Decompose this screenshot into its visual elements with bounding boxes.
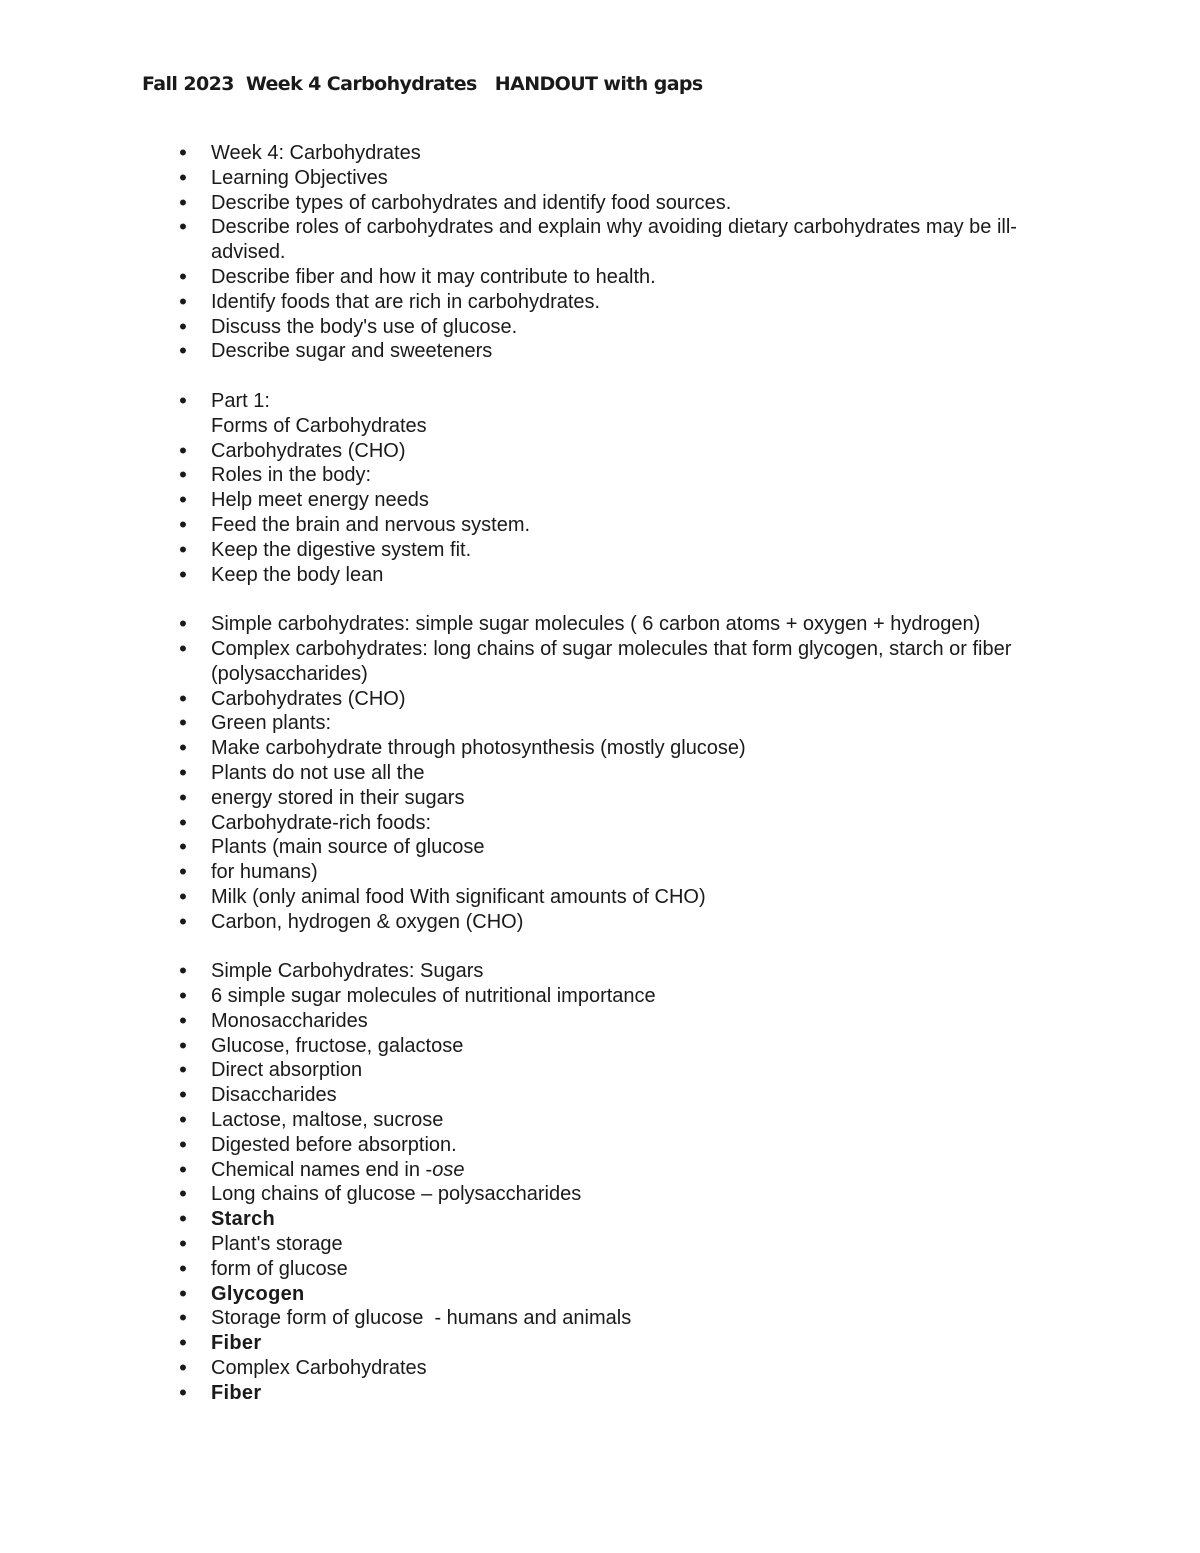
list-item-text bbox=[211, 860, 1060, 885]
list-item bbox=[0, 984, 1200, 1009]
bullet-icon: • bbox=[179, 635, 187, 661]
list-item bbox=[0, 860, 1200, 885]
list-item bbox=[0, 463, 1200, 488]
bullet-list bbox=[0, 141, 1200, 1406]
list-item-label: Describe roles of carbohydrates and explain why avoiding dietary carbohydrates may be ill-advised. bbox=[211, 216, 1017, 264]
list-item-label: Monosaccharides bbox=[211, 1009, 368, 1032]
list-item-label: Long chains of glucose – polysaccharides bbox=[211, 1183, 582, 1206]
list-item-label: Keep the body lean bbox=[211, 563, 384, 586]
list-item-label: Plant's storage bbox=[211, 1233, 343, 1256]
list-item-italic-suffix: ose bbox=[432, 1158, 465, 1181]
list-item bbox=[0, 563, 1200, 588]
list-item-label: Carbohydrates (CHO) bbox=[211, 687, 406, 710]
bullet-icon: • bbox=[179, 511, 187, 537]
list-item-label: Roles in the body: bbox=[211, 464, 372, 487]
bullet-icon: • bbox=[179, 338, 187, 364]
bullet-icon: • bbox=[179, 1032, 187, 1058]
list-item-text bbox=[211, 1108, 1060, 1133]
list-item-text bbox=[211, 736, 1060, 761]
list-item-text bbox=[211, 290, 1060, 315]
list-item bbox=[0, 215, 1200, 265]
list-item bbox=[0, 711, 1200, 736]
list-item bbox=[0, 1182, 1200, 1207]
bullet-icon: • bbox=[179, 487, 187, 513]
list-item-label: Plants (main source of glucose bbox=[211, 836, 485, 859]
bullet-icon: • bbox=[179, 809, 187, 835]
section-gap bbox=[0, 587, 1200, 612]
list-item-text bbox=[211, 1282, 1060, 1307]
list-item-text bbox=[211, 885, 1060, 910]
list-item-text bbox=[211, 835, 1060, 860]
list-item-text bbox=[211, 265, 1060, 290]
bullet-icon: • bbox=[179, 834, 187, 860]
list-item-text bbox=[211, 1331, 1060, 1356]
list-item-label: Describe types of carbohydrates and identify food sources. bbox=[211, 191, 732, 214]
list-item-text bbox=[211, 1034, 1060, 1059]
list-item-text bbox=[211, 141, 1060, 166]
list-item-label: Fiber bbox=[211, 1381, 262, 1404]
list-item-text bbox=[211, 687, 1060, 712]
list-item bbox=[0, 811, 1200, 836]
list-item bbox=[0, 835, 1200, 860]
list-item bbox=[0, 538, 1200, 563]
bullet-icon: • bbox=[179, 1131, 187, 1157]
bullet-icon: • bbox=[179, 561, 187, 587]
list-item-text bbox=[211, 761, 1060, 786]
list-item-label: Carbohydrates (CHO) bbox=[211, 439, 406, 462]
list-item-text bbox=[211, 1133, 1060, 1158]
list-item-label: 6 simple sugar molecules of nutritional importance bbox=[211, 985, 656, 1008]
list-item-label: Simple carbohydrates: simple sugar molecules ( 6 carbon atoms + oxygen + hydrogen) bbox=[211, 613, 981, 636]
list-item-label: Carbon, hydrogen & oxygen (CHO) bbox=[211, 910, 524, 933]
bullet-icon: • bbox=[179, 1007, 187, 1033]
list-item bbox=[0, 290, 1200, 315]
bullet-icon: • bbox=[179, 164, 187, 190]
list-item-label: Glucose, fructose, galactose bbox=[211, 1034, 464, 1057]
bullet-icon: • bbox=[179, 189, 187, 215]
list-item bbox=[0, 141, 1200, 166]
bullet-icon: • bbox=[179, 214, 187, 240]
list-item-text bbox=[211, 166, 1060, 191]
bullet-icon: • bbox=[179, 313, 187, 339]
list-item bbox=[0, 1058, 1200, 1083]
bullet-icon: • bbox=[179, 288, 187, 314]
bullet-icon: • bbox=[179, 437, 187, 463]
list-item bbox=[0, 1306, 1200, 1331]
list-item-label: Describe fiber and how it may contribute to health. bbox=[211, 265, 656, 288]
list-item bbox=[0, 687, 1200, 712]
bullet-icon: • bbox=[179, 883, 187, 909]
list-item-label: Chemical names end in - bbox=[211, 1158, 433, 1181]
list-item bbox=[0, 1108, 1200, 1133]
list-item-label: Glycogen bbox=[211, 1282, 305, 1305]
bullet-icon: • bbox=[179, 1305, 187, 1331]
list-item-label: Discuss the body's use of glucose. bbox=[211, 315, 518, 338]
bullet-icon: • bbox=[179, 462, 187, 488]
list-item-label: Keep the digestive system fit. bbox=[211, 538, 472, 561]
list-item bbox=[0, 191, 1200, 216]
list-item-text bbox=[211, 1306, 1060, 1331]
list-item-label: form of glucose bbox=[211, 1257, 348, 1280]
list-item-label: Forms of Carbohydrates bbox=[211, 414, 427, 437]
list-item-text bbox=[211, 191, 1060, 216]
bullet-icon: • bbox=[179, 1330, 187, 1356]
list-item-label: Learning Objectives bbox=[211, 166, 388, 189]
list-item-text bbox=[211, 1058, 1060, 1083]
list-item-label: for humans) bbox=[211, 861, 318, 884]
list-item-label: Simple Carbohydrates: Sugars bbox=[211, 960, 484, 983]
list-item-label: Direct absorption bbox=[211, 1059, 363, 1082]
list-item-label: Fiber bbox=[211, 1332, 262, 1355]
list-item bbox=[0, 1257, 1200, 1282]
list-item-text bbox=[211, 1009, 1060, 1034]
bullet-icon: • bbox=[179, 1107, 187, 1133]
list-item bbox=[0, 885, 1200, 910]
list-item bbox=[0, 1381, 1200, 1406]
list-item-text bbox=[211, 1257, 1060, 1282]
list-item bbox=[0, 1232, 1200, 1257]
list-item bbox=[0, 1356, 1200, 1381]
list-item bbox=[0, 736, 1200, 761]
bullet-icon: • bbox=[179, 1057, 187, 1083]
list-item bbox=[0, 414, 1200, 439]
list-item-label: Carbohydrate-rich foods: bbox=[211, 811, 432, 834]
list-item-label: Starch bbox=[211, 1208, 276, 1231]
list-item bbox=[0, 389, 1200, 414]
list-item-label: Storage form of glucose - humans and animals bbox=[211, 1307, 632, 1330]
bullet-icon: • bbox=[179, 1082, 187, 1108]
list-item-text bbox=[211, 811, 1060, 836]
list-item-text bbox=[211, 612, 1060, 637]
bullet-icon: • bbox=[179, 1255, 187, 1281]
list-item-text bbox=[211, 959, 1060, 984]
list-item-text bbox=[211, 1207, 1060, 1232]
list-item bbox=[0, 315, 1200, 340]
list-item-text bbox=[211, 637, 1060, 687]
bullet-icon: • bbox=[179, 140, 187, 165]
list-item bbox=[0, 488, 1200, 513]
list-item bbox=[0, 637, 1200, 687]
bullet-icon: • bbox=[179, 908, 187, 934]
bullet-icon: • bbox=[179, 958, 187, 984]
list-item-label: Part 1: bbox=[211, 389, 270, 412]
bullet-icon: • bbox=[179, 387, 187, 413]
list-item-label: Make carbohydrate through photosynthesis (mostly glucose) bbox=[211, 737, 746, 760]
list-item-text bbox=[211, 315, 1060, 340]
list-item-text bbox=[211, 711, 1060, 736]
list-item-text bbox=[211, 215, 1060, 265]
list-item bbox=[0, 439, 1200, 464]
list-item-text bbox=[211, 1158, 1060, 1183]
list-item-text bbox=[211, 1083, 1060, 1108]
list-item-text bbox=[211, 538, 1060, 563]
list-item-label: Milk (only animal food With significant amounts of CHO) bbox=[211, 885, 706, 908]
bullet-icon: • bbox=[179, 1379, 187, 1405]
list-item bbox=[0, 1331, 1200, 1356]
list-item bbox=[0, 1282, 1200, 1307]
list-item bbox=[0, 166, 1200, 191]
list-item-label: Help meet energy needs bbox=[211, 489, 429, 512]
bullet-icon: • bbox=[179, 263, 187, 289]
list-item-label: Complex Carbohydrates bbox=[211, 1357, 427, 1380]
bullet-icon: • bbox=[179, 1156, 187, 1182]
list-item bbox=[0, 1034, 1200, 1059]
bullet-icon: • bbox=[179, 983, 187, 1009]
list-item-text bbox=[211, 1381, 1060, 1406]
document-title: Fall 2023 Week 4 Carbohydrates HANDOUT with gaps bbox=[142, 73, 703, 95]
bullet-icon: • bbox=[179, 859, 187, 885]
list-item bbox=[0, 910, 1200, 935]
list-item bbox=[0, 265, 1200, 290]
list-item-label: Week 4: Carbohydrates bbox=[211, 142, 421, 164]
list-item-text bbox=[211, 786, 1060, 811]
list-item-label: energy stored in their sugars bbox=[211, 786, 465, 809]
list-item bbox=[0, 339, 1200, 364]
bullet-icon: • bbox=[179, 1181, 187, 1207]
list-item bbox=[0, 1158, 1200, 1183]
list-item-label: Digested before absorption. bbox=[211, 1133, 457, 1156]
bullet-icon: • bbox=[179, 536, 187, 562]
list-item-text bbox=[211, 414, 1060, 439]
list-item-text bbox=[211, 463, 1060, 488]
list-item-text bbox=[211, 1232, 1060, 1257]
list-item bbox=[0, 1207, 1200, 1232]
bullet-icon: • bbox=[179, 710, 187, 736]
list-item-label: Identify foods that are rich in carbohydrates. bbox=[211, 290, 601, 313]
bullet-icon: • bbox=[179, 1280, 187, 1306]
bullet-icon: • bbox=[179, 611, 187, 637]
list-item-label: Complex carbohydrates: long chains of sugar molecules that form glycogen, starch or fiber (polysaccharides) bbox=[211, 637, 1017, 685]
list-item-text bbox=[211, 563, 1060, 588]
list-item bbox=[0, 959, 1200, 984]
list-item-text bbox=[211, 984, 1060, 1009]
list-item-text bbox=[211, 389, 1060, 414]
section-gap bbox=[0, 935, 1200, 960]
list-item-label: Green plants: bbox=[211, 712, 332, 735]
bullet-icon: • bbox=[179, 1231, 187, 1257]
list-item-label: Disaccharides bbox=[211, 1084, 337, 1107]
list-item bbox=[0, 1083, 1200, 1108]
list-item-text bbox=[211, 513, 1060, 538]
bullet-icon: • bbox=[179, 1355, 187, 1381]
list-item-text bbox=[211, 1182, 1060, 1207]
list-item bbox=[0, 786, 1200, 811]
list-item-text bbox=[211, 910, 1060, 935]
list-item bbox=[0, 761, 1200, 786]
bullet-icon: • bbox=[179, 1206, 187, 1232]
list-item-label: Describe sugar and sweeteners bbox=[211, 340, 493, 363]
bullet-icon: • bbox=[179, 784, 187, 810]
bullet-icon: • bbox=[179, 685, 187, 711]
list-item-text bbox=[211, 339, 1060, 364]
list-item-text bbox=[211, 439, 1060, 464]
list-item bbox=[0, 612, 1200, 637]
list-item bbox=[0, 513, 1200, 538]
list-item-label: Plants do not use all the bbox=[211, 761, 425, 784]
list-item-label: Lactose, maltose, sucrose bbox=[211, 1109, 444, 1132]
list-item bbox=[0, 1133, 1200, 1158]
bullet-icon: • bbox=[179, 759, 187, 785]
list-item bbox=[0, 1009, 1200, 1034]
list-item-text bbox=[211, 1356, 1060, 1381]
list-item-label: Feed the brain and nervous system. bbox=[211, 513, 531, 536]
bullet-icon: • bbox=[179, 735, 187, 761]
list-item-text bbox=[211, 488, 1060, 513]
section-gap bbox=[0, 364, 1200, 389]
